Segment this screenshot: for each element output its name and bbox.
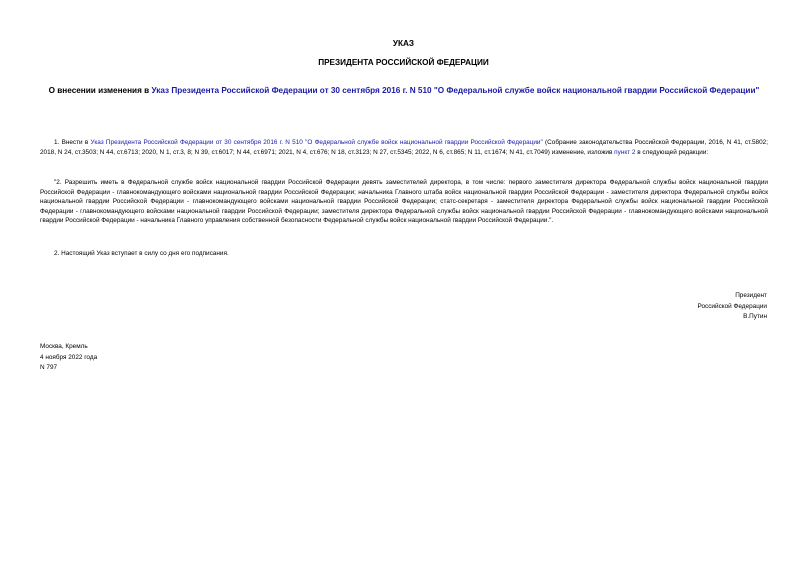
paragraph-1-suffix: в следующей редакции: [635,148,709,156]
signature-block [698,291,768,323]
place-date-block [40,342,97,374]
decree-number: N 797 [40,364,58,371]
heading-prefix: О внесении изменения в [48,86,152,95]
paragraph-1-clause-link[interactable]: пункт 2 [614,148,636,156]
signature-name: В.Путин [743,313,767,320]
paragraph-1 [40,138,768,157]
signature-position: Президент [735,292,767,299]
document-subtitle: ПРЕЗИДЕНТА РОССИЙСКОЙ ФЕДЕРАЦИИ [318,58,489,67]
paragraph-1-prefix: 1. Внести в [54,139,91,146]
signature-country: Российской Федерации [697,302,767,310]
paragraph-1-decree-link[interactable]: Указ Президента Российской Федерации от 30 сентября 2016 г. N 510 "О Федеральной службе войск национальной гвардии Российской Федерации" [90,139,543,146]
paragraph-2: 2. Настоящий Указ вступает в силу со дня его подписания. [54,250,229,257]
decree-heading [40,85,768,96]
paragraph-1-middle: (Собрание законодательства Российской Федерации, 2016, N 41, ст.5802; 2018, N 24, ст.3503; N 44, ст.6713; 2020, N 1, ст.3, 8; N 39, ст.6017; N 44, ст.6971; 2021, N 4, ст.676; N 18, ст.3123; N 27, ст.5345; 2022, N 6, ст.865; N 11, ст.1674; N 41, ст.7049) изменение, изложив [40,139,768,156]
signing-date: 4 ноября 2022 года [40,353,98,361]
quoted-clause: "2. Разрешить иметь в Федеральной службе войск национальной гвардии Российской Федерации девять заместителей директора, в том числе: первого заместителя директора Федеральной службы войск национальной гвардии Российской Федерации - главнокомандующего войсками национальной гвардии Российской Федерации; начальника Главного штаба войск национальной гвардии Российской Федерации - заместителя директора Федеральной службы войск национальной гвардии Российской Федерации - главнокомандующего войсками национальной гвардии Российской Федерации; статс-секретаря - заместителя директора Федеральной службы войск национальной гвардии Российской Федерации - главнокомандующего войсками национальной гвардии Российской Федерации; заместителя директора Федеральной службы войск национальной гвардии Российской Федерации - главнокомандующего войсками национальной гвардии Российской Федерации - начальника Главного управления собственной безопасности Федеральной службы войск национальной гвардии Российской Федерации.". [40,179,768,225]
heading-decree-link[interactable]: Указ Президента Российской Федерации от 30 сентября 2016 г. N 510 "О Федеральной службе войск национальной гвардии Российской Федерации" [151,86,760,95]
signing-place: Москва, Кремль [40,343,88,350]
document-title: УКАЗ [392,39,415,48]
